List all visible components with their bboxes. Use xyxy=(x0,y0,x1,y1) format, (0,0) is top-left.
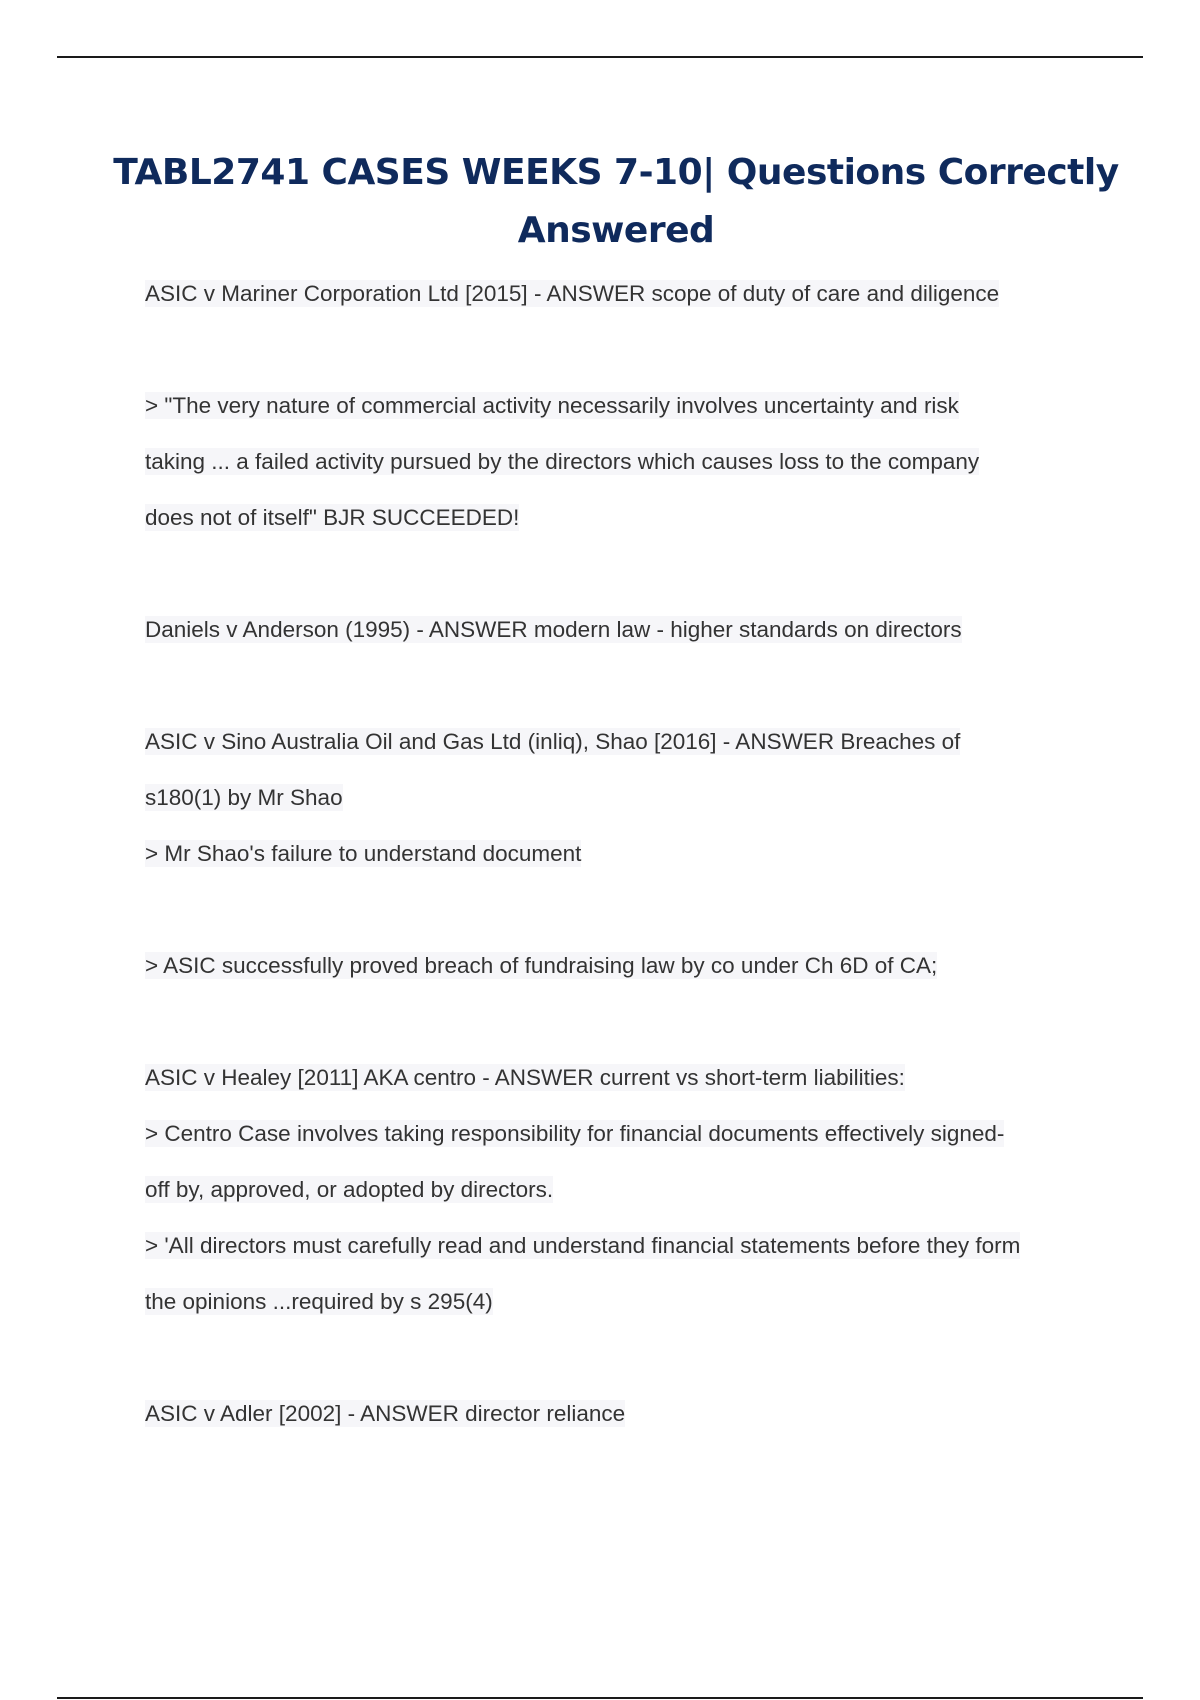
document-body xyxy=(145,266,1105,1442)
case-mariner-quote-3: does not of itself" BJR SUCCEEDED! xyxy=(145,505,520,530)
case-healey-4: > 'All directors must carefully read and understand financial statements before they form xyxy=(145,1233,1021,1258)
case-healey-2: > Centro Case involves taking responsibility for financial documents effectively signed- xyxy=(145,1121,1005,1146)
case-sino-1: ASIC v Sino Australia Oil and Gas Ltd (inliq), Shao [2016] - ANSWER Breaches of xyxy=(145,729,961,754)
case-sino-2: s180(1) by Mr Shao xyxy=(145,785,343,810)
top-rule xyxy=(57,56,1143,58)
title-line-1: TABL2741 CASES WEEKS 7-10| Questions Correctly xyxy=(113,152,1119,193)
case-mariner-quote-2: taking ... a failed activity pursued by the directors which causes loss to the company xyxy=(145,449,980,474)
case-sino-3: > Mr Shao's failure to understand document xyxy=(145,841,582,866)
case-daniels: Daniels v Anderson (1995) - ANSWER modern law - higher standards on directors xyxy=(145,617,962,642)
case-sino-4: > ASIC successfully proved breach of fundraising law by co under Ch 6D of CA; xyxy=(145,953,938,978)
case-healey-5: the opinions ...required by s 295(4) xyxy=(145,1289,493,1314)
title-line-2: Answered xyxy=(517,210,715,251)
case-healey-1: ASIC v Healey [2011] AKA centro - ANSWER current vs short-term liabilities: xyxy=(145,1065,905,1090)
case-adler: ASIC v Adler [2002] - ANSWER director reliance xyxy=(145,1401,626,1426)
bottom-rule xyxy=(57,1697,1143,1699)
case-healey-3: off by, approved, or adopted by directors. xyxy=(145,1177,554,1202)
case-mariner: ASIC v Mariner Corporation Ltd [2015] - ANSWER scope of duty of care and diligence xyxy=(145,281,1000,306)
case-mariner-quote-1: > "The very nature of commercial activity necessarily involves uncertainty and risk xyxy=(145,393,959,418)
document-title xyxy=(100,144,1132,260)
